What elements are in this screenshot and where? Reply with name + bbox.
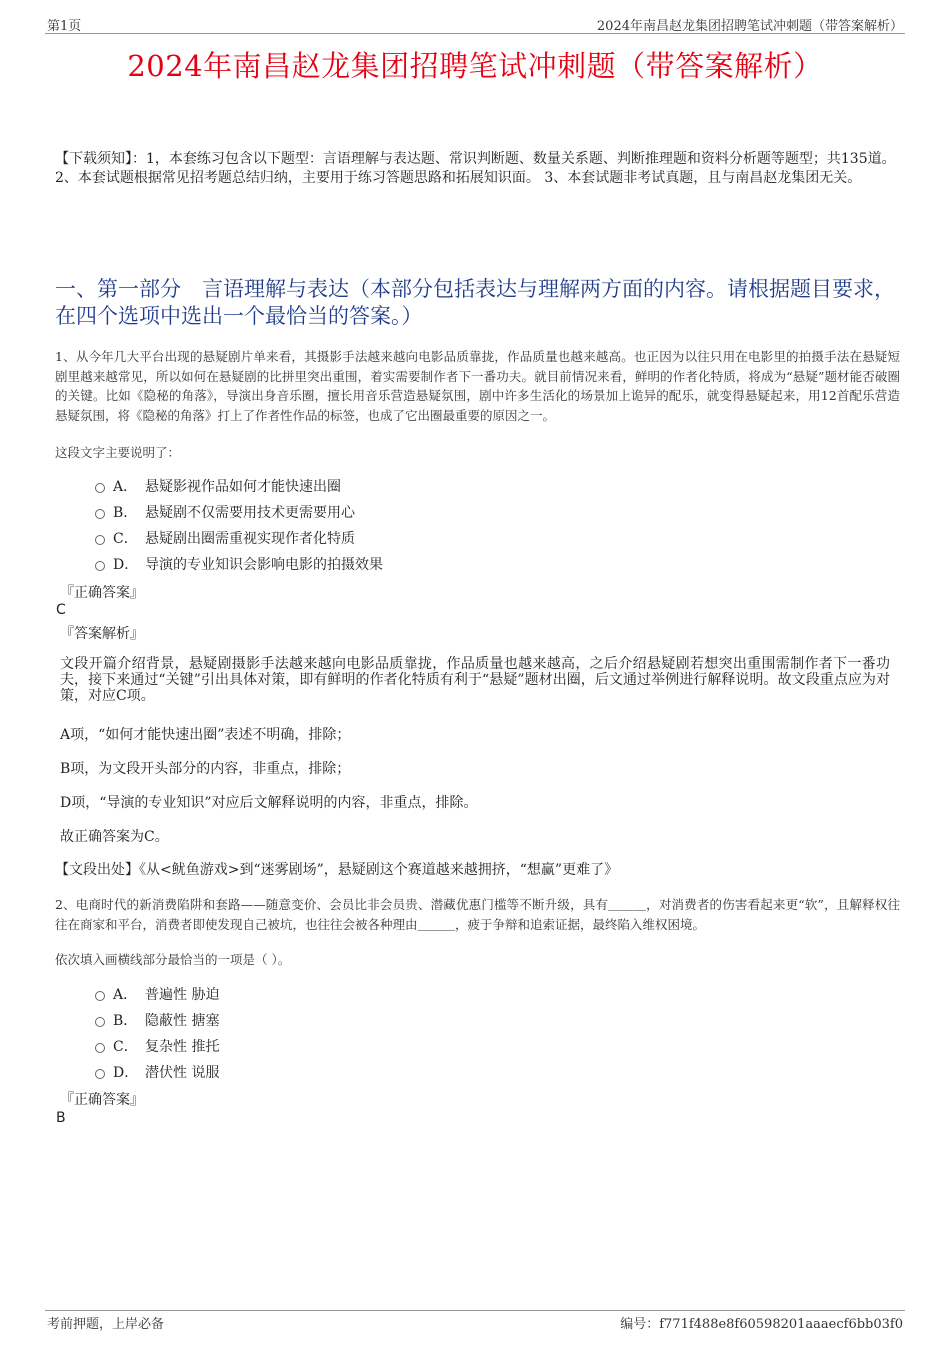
option-text: 潜伏性 说服 xyxy=(145,1065,220,1081)
q2-option-b[interactable] xyxy=(95,1010,219,1030)
download-notice: 【下载须知】：1，本套练习包含以下题型：言语理解与表达题、常识判断题、数量关系题、判断推理题和资料分析题等题型；共135道。 2、本套试题根据常见招考题总结归纳，主要用于练习答题思路和拓展知识面。 3、本套试题非考试真题，且与南昌赵龙集团无关。 xyxy=(55,151,896,186)
option-text: 隐蔽性 搪塞 xyxy=(145,1013,220,1029)
q1-note-b: B项，为文段开头部分的内容，非重点，排除； xyxy=(60,761,351,777)
option-letter: B． xyxy=(113,505,138,521)
footer-slogan: 考前押题，上岸必备 xyxy=(47,1317,165,1332)
q1-option-d[interactable] xyxy=(95,554,383,574)
radio-icon[interactable] xyxy=(95,483,105,493)
q1-source: 【文段出处】《从<鱿鱼游戏>到“迷雾剧场”，悬疑剧这个赛道越来越拥挤，“想赢”更难了》 xyxy=(55,862,619,878)
radio-icon[interactable] xyxy=(95,1043,105,1053)
q2-option-d[interactable] xyxy=(95,1062,219,1082)
question-1-text: 1、从今年几大平台出现的悬疑剧片单来看，其摄影手法越来越向电影品质靠拢，作品质量也越来越高。也正因为以往只用在电影里的拍摄手法在悬疑短剧里越来越常见，所以如何在悬疑剧的比拼里突出重围，着实需要制作者下一番功夫。就目前情况来看，鲜明的作者化特质，将成为“悬疑”题材能否破圈的关键。比如《隐秘的角落》，导演出身音乐圈，擅长用音乐营造悬疑氛围，剧中许多生活化的场景加上诡异的配乐，就变得悬疑起来，用12首配乐营造悬疑氛围，将《隐秘的角落》打上了作者性作品的标签，也成了它出圈最重要的原因之一。 xyxy=(55,349,900,423)
option-letter: A． xyxy=(113,479,138,495)
q1-conclusion: 故正确答案为C。 xyxy=(60,829,169,845)
q1-analysis-label: 『答案解析』 xyxy=(60,626,144,642)
option-text: 普遍性 胁迫 xyxy=(145,987,220,1003)
q2-option-c[interactable] xyxy=(95,1036,219,1056)
q2-option-a[interactable] xyxy=(95,984,219,1004)
q1-analysis: 文段开篇介绍背景，悬疑剧摄影手法越来越向电影品质靠拢，作品质量也越来越高，之后介绍悬疑剧若想突出重围需制作者下一番功夫，接下来通过“关键”引出具体对策，即有鲜明的作者化特质有利于“悬疑”题材出圈，后文通过举例进行解释说明。故文段重点应为对策，对应C项。 xyxy=(60,656,890,704)
q1-note-d: D项，“导演的专业知识”对应后文解释说明的内容，非重点，排除。 xyxy=(60,795,478,811)
q2-answer: B xyxy=(56,1110,66,1126)
option-letter: C． xyxy=(113,531,138,547)
q1-answer-label: 『正确答案』 xyxy=(60,585,144,601)
q2-answer-label: 『正确答案』 xyxy=(60,1092,144,1108)
q1-answer: C xyxy=(56,602,66,618)
option-text: 悬疑剧不仅需要用技术更需要用心 xyxy=(145,505,355,521)
option-letter: B． xyxy=(113,1013,138,1029)
option-letter: D． xyxy=(113,1065,139,1081)
q1-option-b[interactable] xyxy=(95,502,355,522)
radio-icon[interactable] xyxy=(95,535,105,545)
footer-divider xyxy=(45,1310,905,1311)
footer-serial: 编号：f771f488e8f60598201aaaecf6bb03f0 xyxy=(620,1317,903,1332)
option-text: 导演的专业知识会影响电影的拍摄效果 xyxy=(145,557,383,573)
radio-icon[interactable] xyxy=(95,991,105,1001)
option-letter: A． xyxy=(113,987,138,1003)
document-title: 2024年南昌赵龙集团招聘笔试冲刺题（带答案解析） xyxy=(127,49,823,83)
question-1-prompt: 这段文字主要说明了： xyxy=(55,445,181,460)
header-divider xyxy=(45,33,905,34)
question-2-prompt: 依次填入画横线部分最恰当的一项是（ ）。 xyxy=(55,952,291,967)
q1-option-c[interactable] xyxy=(95,528,355,548)
question-2-text: 2、电商时代的新消费陷阱和套路——随意变价、会员比非会员贵、潜藏优惠门槛等不断升级，具有＿＿＿，对消费者的伤害看起来更“软”，且解释权往往在商家和平台，消费者即使发现自己被坑，也往往会被各种理由＿＿＿，疲于争辩和追索证据，最终陷入维权困境。 xyxy=(55,897,900,932)
radio-icon[interactable] xyxy=(95,1069,105,1079)
header-page-label: 第1页 xyxy=(47,19,82,34)
radio-icon[interactable] xyxy=(95,509,105,519)
option-letter: C． xyxy=(113,1039,138,1055)
radio-icon[interactable] xyxy=(95,1017,105,1027)
option-text: 悬疑剧出圈需重视实现作者化特质 xyxy=(145,531,355,547)
q1-note-a: A项，“如何才能快速出圈”表述不明确，排除； xyxy=(60,727,351,743)
option-text: 悬疑影视作品如何才能快速出圈 xyxy=(145,479,341,495)
option-letter: D． xyxy=(113,557,139,573)
option-text: 复杂性 推托 xyxy=(145,1039,220,1055)
header-doc-title: 2024年南昌赵龙集团招聘笔试冲刺题（带答案解析） xyxy=(596,19,903,34)
section-heading: 一、第一部分 言语理解与表达（本部分包括表达与理解两方面的内容。请根据题目要求，在四个选项中选出一个最恰当的答案。） xyxy=(55,277,895,328)
radio-icon[interactable] xyxy=(95,561,105,571)
q1-option-a[interactable] xyxy=(95,476,341,496)
